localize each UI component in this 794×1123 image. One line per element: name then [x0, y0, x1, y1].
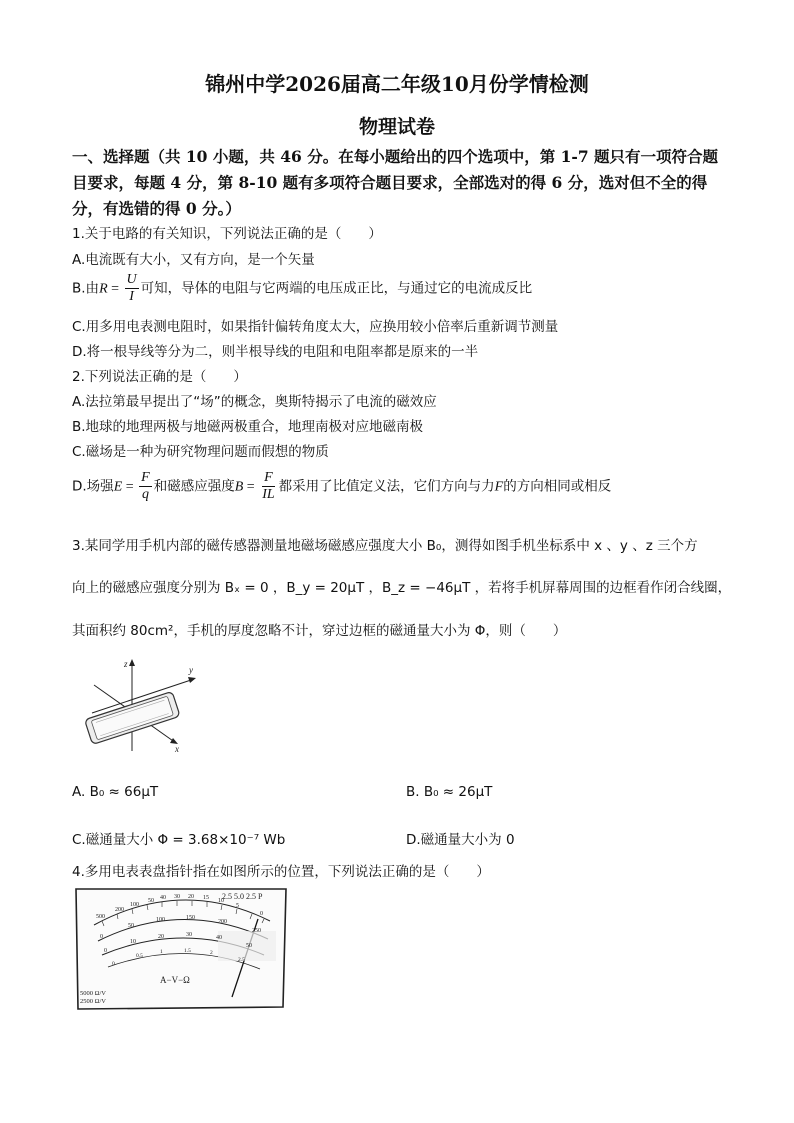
phone-axis-figure [72, 655, 202, 755]
fraction-denominator: q [141, 487, 149, 502]
ohm-scale-label: 500 [96, 914, 105, 920]
fraction-numerator: F [141, 470, 150, 485]
q1-stem: 1.关于电路的有关知识，下列说法正确的是（ ） [72, 226, 382, 242]
ohm-scale-label: 30 [174, 894, 180, 900]
z-axis-arrow [129, 659, 135, 666]
ac-scale-label: 20 [158, 934, 164, 940]
dc-scale-label: 50 [128, 923, 134, 929]
axis-label-z: z [124, 659, 128, 669]
ohm-scale-label: 100 [130, 902, 139, 908]
low-scale-label: 1 [160, 949, 163, 955]
q1-option-b [72, 272, 532, 305]
multimeter-dial [72, 885, 290, 1013]
q1-option-a: A.电流既有大小，又有方向，是一个矢量 [72, 252, 315, 268]
dc-scale-label: 250 [252, 928, 261, 934]
ac-scale-label: 10 [130, 939, 136, 945]
q2-option-d [72, 470, 611, 503]
ohm-scale-label: 200 [115, 907, 124, 913]
q2-d-B: B [234, 479, 244, 495]
dc-scale-label: 150 [186, 915, 195, 921]
low-scale-label: 2 [210, 950, 213, 956]
q3-option-c: C.磁通量大小 Φ = 3.68×10⁻⁷ Wb [72, 832, 286, 848]
section-heading-line: 一、选择题（共 10 小题，共 46 分。在每小题给出的四个选项中，第 1-7 题只有一项符合题 [72, 147, 719, 166]
fraction-denominator: I [129, 289, 134, 304]
fraction-numerator: U [126, 272, 137, 287]
ac-scale-label: 50 [246, 943, 252, 949]
q1-b-prefix: B.由 [72, 280, 100, 297]
q1-b-text: 可知，导体的电阻与它两端的电压成正比，与通过它的电流成反比 [140, 280, 533, 297]
q3-line-1: 3.某同学用手机内部的磁传感器测量地磁场磁感应强度大小 B₀，测得如图手机坐标系中 x 、y 、z 三个方 [72, 538, 698, 554]
axis-label-x: x [175, 744, 179, 754]
q1-b-R: R [99, 281, 108, 297]
q2-d-text: 都采用了比值定义法，它们方向与力 [278, 478, 495, 495]
q3-line-3: 其面积约 80cm²，手机的厚度忽略不计，穿过边框的磁通量大小为 Φ，则（ ） [72, 623, 567, 639]
q3-option-a: A. B₀ ≈ 66μT [72, 784, 159, 800]
meter-top-right-label: 2.5 5.0 2.5 P [222, 892, 263, 901]
fraction-numerator: F [264, 470, 273, 485]
ohm-scale-label: 50 [148, 898, 154, 904]
low-scale-label: 0 [112, 961, 115, 967]
low-scale-label: 0.5 [136, 953, 143, 959]
q2-d-eq: = [122, 479, 138, 495]
section-heading-line: 目要求，每题 4 分，第 8-10 题有多项符合题目要求，全部选对的得 6 分，选对但不全的得 [72, 173, 708, 192]
q2-option-c: C.磁场是一种为研究物理问题而假想的物质 [72, 444, 329, 460]
q2-d-mid: 和磁感应强度 [153, 478, 235, 495]
ohm-scale-label: 0 [260, 911, 263, 917]
q2-d-eq: = [243, 479, 259, 495]
ohm-scale-label: 10 [218, 898, 224, 904]
ac-scale-label: 40 [216, 935, 222, 941]
page-title: 锦州中学2026届高二年级10月份学情检测 [205, 72, 589, 96]
meter-center-label: A−V−Ω [160, 975, 190, 985]
ohm-scale-label: 40 [160, 895, 166, 901]
q1-option-c: C.用多用电表测电阻时，如果指针偏转角度太大，应换用较小倍率后重新调节测量 [72, 319, 559, 335]
section-heading [72, 144, 732, 222]
ohm-scale-label: 15 [203, 895, 209, 901]
q2-d-text-end: 的方向相同或相反 [503, 478, 612, 495]
meter-bottom-left-1: 5000 Ω/V [80, 990, 106, 997]
ohm-scale-label: 5 [236, 903, 239, 909]
ohm-scale-label: 20 [188, 894, 194, 900]
q2-d-prefix: D.场强 [72, 478, 114, 495]
page-subtitle: 物理试卷 [358, 116, 435, 138]
meter-bottom-left-2: 2500 Ω/V [80, 998, 106, 1005]
dc-scale-label: 100 [156, 917, 165, 923]
q2-d-fraction-1 [139, 470, 152, 503]
q2-d-fraction-2 [260, 470, 276, 503]
dc-scale-label: 200 [218, 919, 227, 925]
q1-option-d: D.将一根导线等分为二，则半根导线的电阻和电阻率都是原来的一半 [72, 344, 479, 360]
ac-scale-label: 0 [104, 948, 107, 954]
q2-d-F: F [494, 479, 504, 495]
section-heading-line: 分，有选错的得 0 分。） [72, 199, 241, 218]
q3-line-2: 向上的磁感应强度分别为 Bₓ = 0 ，B_y = 20μT ，B_z = −46μT ，若将手机屏幕周围的边框看作闭合线圈， [72, 580, 732, 596]
q4-stem: 4.多用电表表盘指针指在如图所示的位置，下列说法正确的是（ ） [72, 864, 490, 880]
q2-stem: 2.下列说法正确的是（ ） [72, 369, 247, 385]
q1-b-fraction [125, 272, 139, 305]
q2-option-b: B.地球的地理两极与地磁两极重合，地理南极对应地磁南极 [72, 419, 424, 435]
low-scale-label: 2.5 [238, 957, 245, 963]
fraction-denominator: IL [262, 487, 275, 502]
dc-scale-label: 0 [100, 934, 103, 940]
q1-b-eq: = [107, 281, 123, 297]
ac-scale-label: 30 [186, 932, 192, 938]
low-scale-label: 1.5 [184, 948, 191, 954]
y-axis-arrow [188, 677, 196, 683]
q2-d-E: E [113, 479, 123, 495]
q3-option-b: B. B₀ ≈ 26μT [406, 784, 493, 800]
axis-label-y: y [189, 665, 193, 675]
q3-option-d: D.磁通量大小为 0 [406, 832, 515, 848]
q2-option-a: A.法拉第最早提出了“场”的概念，奥斯特揭示了电流的磁效应 [72, 394, 437, 410]
